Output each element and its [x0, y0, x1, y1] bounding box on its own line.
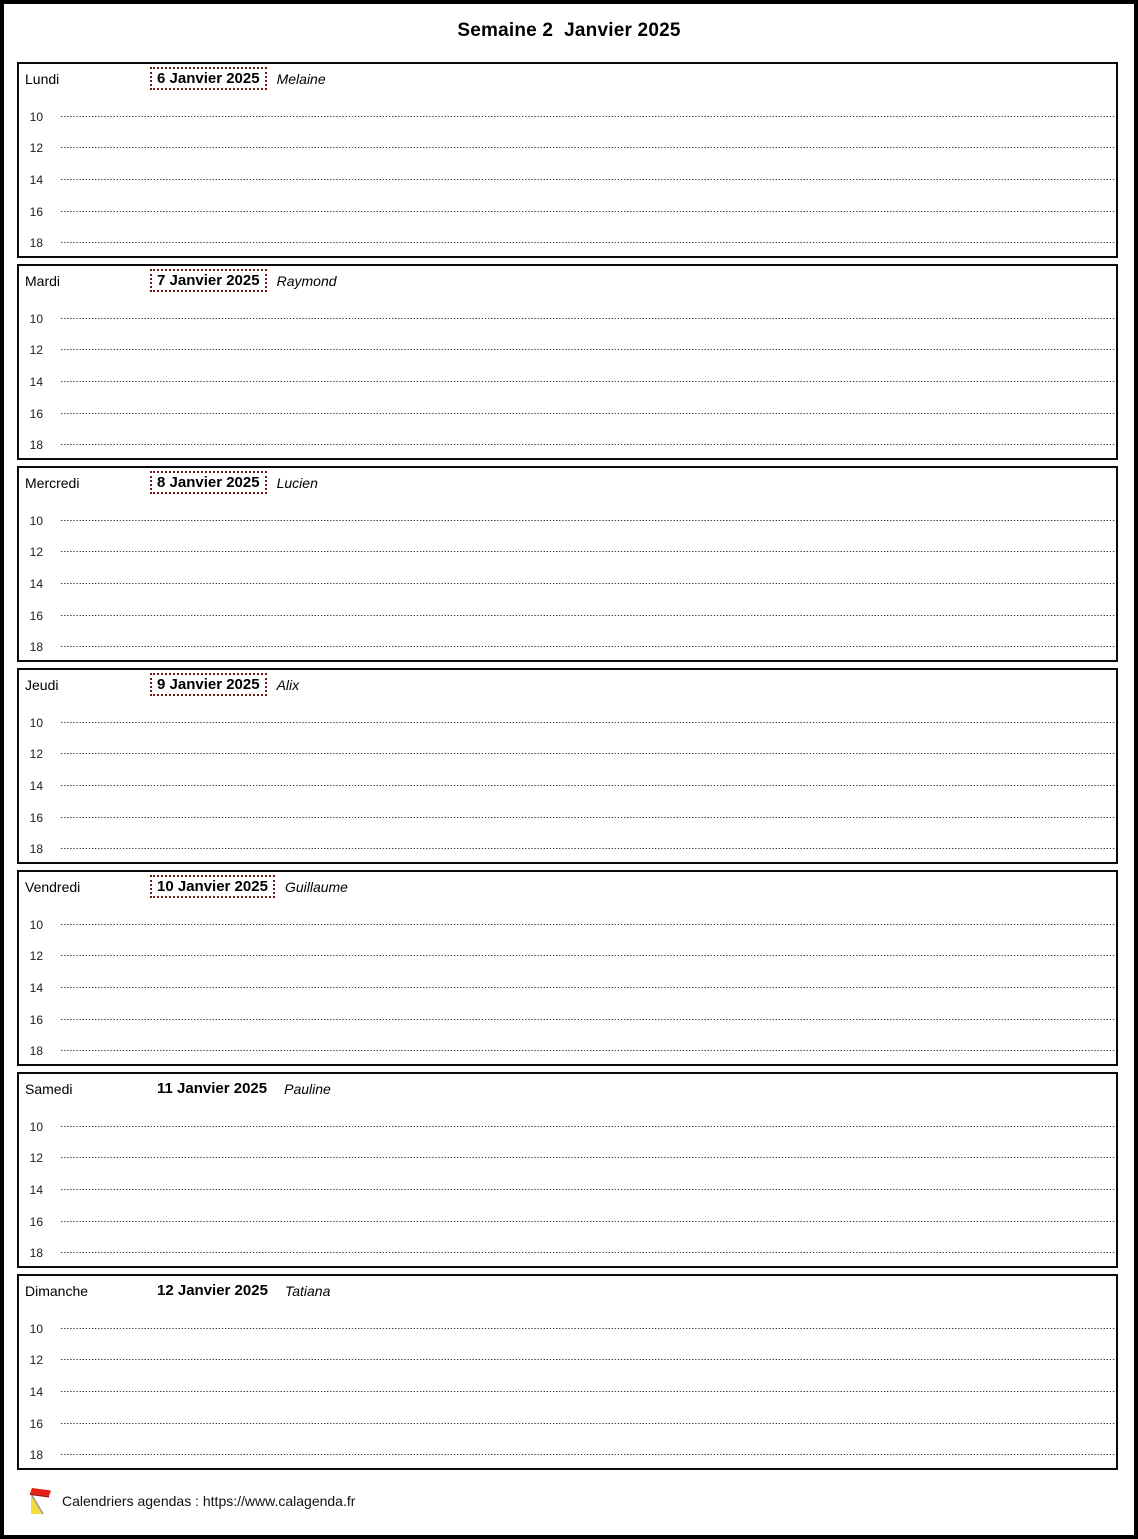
hour-writing-line: [61, 211, 1116, 213]
hour-label: 18: [29, 236, 43, 251]
hour-writing-line: [61, 583, 1116, 585]
hour-label: 18: [29, 1246, 43, 1261]
hour-writing-line: [61, 1189, 1116, 1191]
hour-row: [19, 631, 1116, 662]
hour-label: 10: [29, 311, 43, 326]
day-header: [19, 872, 1116, 896]
hour-label: 12: [29, 747, 43, 762]
day-name: Samedi: [25, 1080, 73, 1097]
hour-row: [19, 1143, 1116, 1175]
hour-row: [19, 398, 1116, 430]
day-name: Dimanche: [25, 1282, 89, 1299]
hour-row: [19, 196, 1116, 228]
hour-writing-line: [61, 722, 1116, 724]
hour-writing-line: [61, 1157, 1116, 1159]
hour-label: 16: [29, 1012, 43, 1027]
day-date: 12 Janvier 2025: [157, 1282, 268, 1299]
day-block-mardi: [17, 264, 1118, 460]
hour-label: 10: [29, 917, 43, 932]
hour-label: 14: [29, 1384, 43, 1399]
hour-writing-line: [61, 1454, 1116, 1456]
hour-label: 12: [29, 141, 43, 156]
hour-writing-line: [61, 1359, 1116, 1361]
day-block-dimanche: [17, 1274, 1118, 1470]
hour-row: [19, 1345, 1116, 1377]
hour-writing-line: [61, 753, 1116, 755]
hour-label: 10: [29, 1321, 43, 1336]
hour-row: [19, 1237, 1116, 1268]
hour-label: 16: [29, 1214, 43, 1229]
day-name: Mercredi: [25, 474, 80, 491]
hour-grid: [19, 303, 1116, 460]
hour-row: [19, 335, 1116, 367]
day-header: [19, 670, 1116, 694]
hour-row: [19, 303, 1116, 335]
day-block-samedi: [17, 1072, 1118, 1268]
hour-writing-line: [61, 848, 1116, 850]
hour-row: [19, 1111, 1116, 1143]
hour-writing-line: [61, 1019, 1116, 1021]
hour-writing-line: [61, 520, 1116, 522]
day-name: Mardi: [25, 272, 61, 289]
hour-writing-line: [61, 1050, 1116, 1052]
hour-writing-line: [61, 1328, 1116, 1330]
hour-label: 14: [29, 1182, 43, 1197]
hour-writing-line: [61, 381, 1116, 383]
hour-writing-line: [61, 785, 1116, 787]
day-saint-name: Lucien: [276, 474, 318, 491]
day-name: Jeudi: [25, 676, 59, 693]
day-header: [19, 1276, 1116, 1300]
day-date: 11 Janvier 2025: [157, 1080, 268, 1097]
hour-row: [19, 366, 1116, 398]
hour-label: 12: [29, 1151, 43, 1166]
day-saint-name: Pauline: [284, 1080, 331, 1097]
day-name: Vendredi: [25, 878, 81, 895]
calagenda-logo-icon: [26, 1486, 52, 1516]
hour-writing-line: [61, 318, 1116, 320]
day-name: Lundi: [25, 70, 60, 87]
hour-row: [19, 1206, 1116, 1238]
hour-row: [19, 1174, 1116, 1206]
hour-writing-line: [61, 179, 1116, 181]
hour-row: [19, 1313, 1116, 1345]
hour-row: [19, 1376, 1116, 1408]
hour-row: [19, 941, 1116, 973]
hour-writing-line: [61, 955, 1116, 957]
hour-label: 14: [29, 374, 43, 389]
hour-label: 18: [29, 1044, 43, 1059]
hour-row: [19, 101, 1116, 133]
hour-label: 10: [29, 715, 43, 730]
hour-grid: [19, 1313, 1116, 1470]
day-date-link[interactable]: 6 Janvier 2025: [150, 67, 267, 90]
hour-writing-line: [61, 349, 1116, 351]
hour-label: 14: [29, 576, 43, 591]
hour-row: [19, 972, 1116, 1004]
hour-writing-line: [61, 646, 1116, 648]
hour-label: 16: [29, 810, 43, 825]
hour-row: [19, 1004, 1116, 1036]
hour-writing-line: [61, 551, 1116, 553]
hour-label: 12: [29, 949, 43, 964]
day-block-jeudi: [17, 668, 1118, 864]
hour-label: 12: [29, 343, 43, 358]
hour-grid: [19, 909, 1116, 1066]
day-block-lundi: [17, 62, 1118, 258]
day-saint-name: Melaine: [276, 70, 326, 87]
hour-writing-line: [61, 817, 1116, 819]
hour-row: [19, 568, 1116, 600]
day-block-vendredi: [17, 870, 1118, 1066]
hour-writing-line: [61, 924, 1116, 926]
footer-url-link[interactable]: https://www.calagenda.fr: [202, 1493, 356, 1509]
hour-grid: [19, 505, 1116, 662]
hour-row: [19, 833, 1116, 864]
hour-row: [19, 802, 1116, 834]
hour-row: [19, 164, 1116, 196]
hour-writing-line: [61, 147, 1116, 149]
hour-writing-line: [61, 1391, 1116, 1393]
hour-label: 10: [29, 109, 43, 124]
hour-row: [19, 429, 1116, 460]
day-saint-name: Raymond: [276, 272, 337, 289]
day-date-link[interactable]: 10 Janvier 2025: [150, 875, 275, 898]
hour-row: [19, 505, 1116, 537]
hour-label: 16: [29, 204, 43, 219]
hour-row: [19, 600, 1116, 632]
hour-label: 14: [29, 980, 43, 995]
hour-label: 14: [29, 172, 43, 187]
hour-row: [19, 227, 1116, 258]
hour-row: [19, 537, 1116, 569]
week-days-list: [17, 62, 1118, 1470]
hour-writing-line: [61, 615, 1116, 617]
hour-label: 18: [29, 640, 43, 655]
hour-writing-line: [61, 1126, 1116, 1128]
page-title: Semaine 2 Janvier 2025: [457, 20, 681, 41]
hour-label: 16: [29, 1416, 43, 1431]
hour-writing-line: [61, 1423, 1116, 1425]
hour-grid: [19, 1111, 1116, 1268]
hour-writing-line: [61, 1221, 1116, 1223]
day-header: [19, 266, 1116, 290]
day-date-link[interactable]: 7 Janvier 2025: [150, 269, 267, 292]
hour-row: [19, 707, 1116, 739]
hour-writing-line: [61, 413, 1116, 415]
hour-label: 10: [29, 513, 43, 528]
hour-row: [19, 770, 1116, 802]
hour-writing-line: [61, 1252, 1116, 1254]
hour-writing-line: [61, 987, 1116, 989]
hour-row: [19, 1408, 1116, 1440]
day-header: [19, 468, 1116, 492]
hour-label: 10: [29, 1119, 43, 1134]
day-block-mercredi: [17, 466, 1118, 662]
hour-row: [19, 739, 1116, 771]
hour-label: 14: [29, 778, 43, 793]
footer-label: Calendriers agendas :: [62, 1493, 199, 1509]
hour-writing-line: [61, 242, 1116, 244]
hour-label: 12: [29, 545, 43, 560]
day-saint-name: Tatiana: [284, 1282, 331, 1299]
day-saint-name: Alix: [276, 676, 300, 693]
hour-writing-line: [61, 444, 1116, 446]
day-date-link[interactable]: 8 Janvier 2025: [150, 471, 267, 494]
hour-row: [19, 133, 1116, 165]
hour-grid: [19, 101, 1116, 258]
hour-grid: [19, 707, 1116, 864]
hour-row: [19, 1439, 1116, 1470]
hour-label: 16: [29, 608, 43, 623]
footer: [26, 1486, 1134, 1516]
hour-label: 18: [29, 438, 43, 453]
day-date-link[interactable]: 9 Janvier 2025: [150, 673, 267, 696]
hour-row: [19, 1035, 1116, 1066]
day-header: [19, 64, 1116, 88]
hour-row: [19, 909, 1116, 941]
hour-label: 18: [29, 842, 43, 857]
hour-label: 12: [29, 1353, 43, 1368]
hour-writing-line: [61, 116, 1116, 118]
hour-label: 16: [29, 406, 43, 421]
footer-caption: [62, 1493, 355, 1509]
hour-label: 18: [29, 1448, 43, 1463]
day-header: [19, 1074, 1116, 1098]
day-saint-name: Guillaume: [284, 878, 348, 895]
